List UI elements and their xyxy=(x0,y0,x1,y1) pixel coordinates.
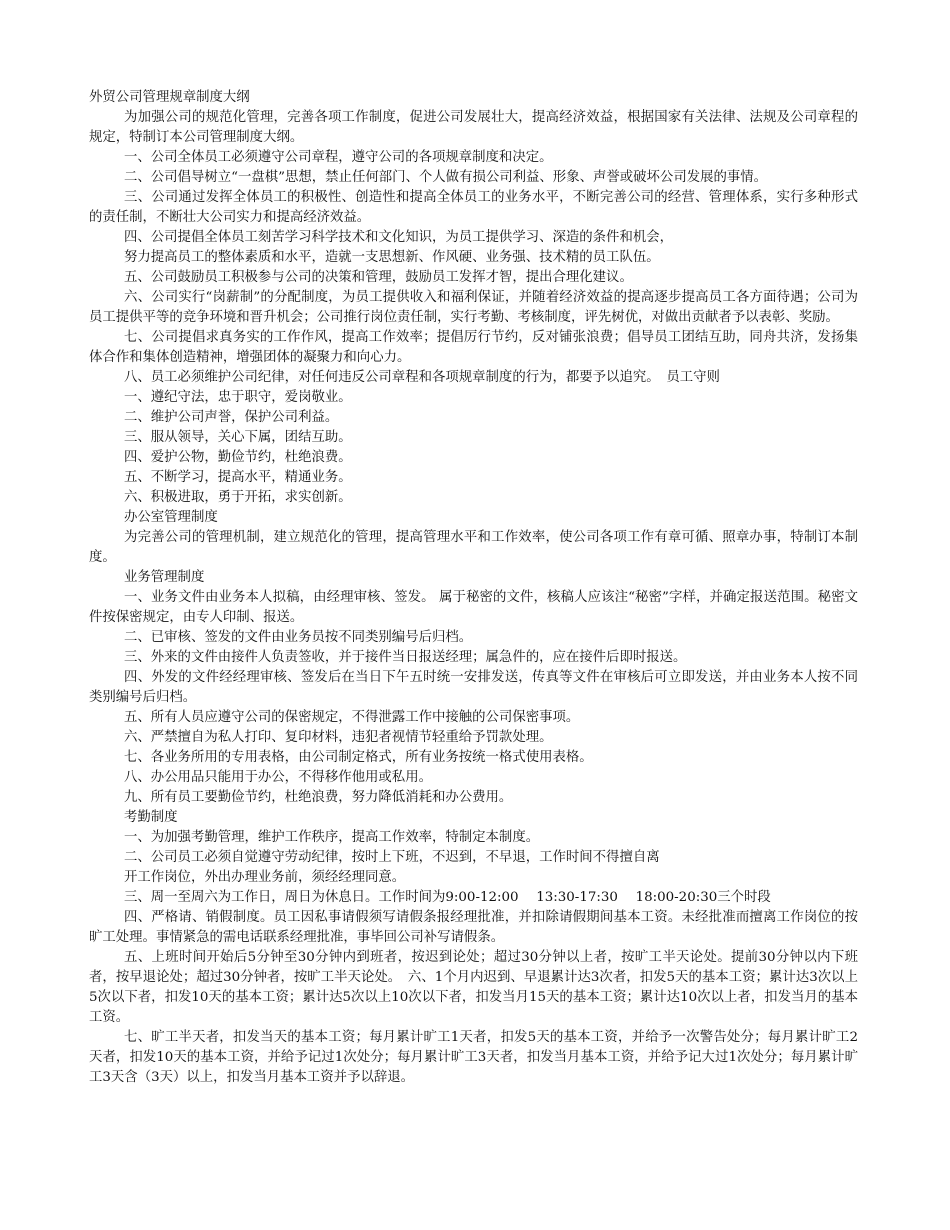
paragraph: 四、外发的文件经经理审核、签发后在当日下午五时统一安排发送，传真等文件在审核后可立即发送，并由业务本人按不同类别编号后归档。 xyxy=(89,670,858,705)
paragraph: 二、已审核、签发的文件由业务员按不同类别编号后归档。 xyxy=(124,630,473,645)
paragraph: 六、积极进取，勇于开拓，求实创新。 xyxy=(124,490,352,505)
paragraph: 三、服从领导，关心下属，团结互助。 xyxy=(124,430,352,445)
paragraph: 三、周一至周六为工作日，周日为休息日。工作时间为9:00-12:00 13:30-17:30 18:00-20:30三个时段 xyxy=(124,890,771,905)
paragraph: 七、公司提倡求真务实的工作作风，提高工作效率；提倡厉行节约，反对铺张浪费；倡导员工团结互助，同舟共济，发扬集体合作和集体创造精神，增强团体的凝聚力和向心力。 xyxy=(89,330,858,365)
paragraph: 六、严禁擅自为私人打印、复印材料，违犯者视情节轻重给予罚款处理。 xyxy=(124,730,553,745)
paragraph: 开工作岗位，外出办理业务前，须经经理同意。 xyxy=(124,870,406,885)
paragraph: 为完善公司的管理机制，建立规范化的管理，提高管理水平和工作效率，使公司各项工作有章可循、照章办事，特制订本制度。 xyxy=(89,530,858,565)
paragraph: 五、上班时间开始后5分钟至30分钟内到班者，按迟到论处；超过30分钟以上者，按旷工半天论处。提前30分钟以内下班者，按早退论处；超过30分钟者，按旷工半天论处。 六、1个月内迟到、早退累计达3次者，扣发5天的基本工资；累计达3次以上5次以下者，扣发10天的基本工资；累计达5次以上10次以下者，扣发当月15天的基本工资；累计达10次以上者，扣发当月的基本工资。 xyxy=(89,950,858,1025)
paragraph: 五、所有人员应遵守公司的保密规定，不得泄露工作中接触的公司保密事项。 xyxy=(124,710,580,725)
paragraph: 办公室管理制度 xyxy=(124,510,218,525)
document-body xyxy=(89,108,858,1088)
paragraph: 三、外来的文件由接件人负责签收，并于接件当日报送经理；属急件的，应在接件后即时报送。 xyxy=(124,650,687,665)
paragraph: 八、员工必须维护公司纪律，对任何违反公司章程和各项规章制度的行为，都要予以追究。 员工守则 xyxy=(124,370,720,385)
paragraph: 一、业务文件由业务本人拟稿，由经理审核、签发。 属于秘密的文件，核稿人应该注“秘密”字样，并确定报送范围。秘密文件按保密规定，由专人印制、报送。 xyxy=(89,590,858,625)
paragraph: 一、为加强考勤管理，维护工作秩序，提高工作效率，特制定本制度。 xyxy=(124,830,540,845)
paragraph: 为加强公司的规范化管理，完善各项工作制度，促进公司发展壮大，提高经济效益，根据国家有关法律、法规及公司章程的规定，特制订本公司管理制度大纲。 xyxy=(89,110,858,145)
paragraph: 一、遵纪守法，忠于职守，爱岗敬业。 xyxy=(124,390,352,405)
paragraph: 一、公司全体员工必须遵守公司章程，遵守公司的各项规章制度和决定。 xyxy=(124,150,553,165)
paragraph: 七、旷工半天者，扣发当天的基本工资；每月累计旷工1天者，扣发5天的基本工资，并给予一次警告处分；每月累计旷工2天者，扣发10天的基本工资，并给予记过1次处分；每月累计旷工3天者，扣发当月基本工资，并给予记大过1次处分；每月累计旷工3天含（3天）以上，扣发当月基本工资并予以辞退。 xyxy=(89,1030,858,1085)
paragraph: 四、爱护公物，勤俭节约，杜绝浪费。 xyxy=(124,450,352,465)
paragraph: 九、所有员工要勤俭节约，杜绝浪费，努力降低消耗和办公费用。 xyxy=(124,790,513,805)
paragraph: 七、各业务所用的专用表格，由公司制定格式，所有业务按统一格式使用表格。 xyxy=(124,750,593,765)
paragraph: 四、严格请、销假制度。员工因私事请假须写请假条报经理批准，并扣除请假期间基本工资。未经批准而擅离工作岗位的按旷工处理。事情紧急的需电话联系经理批准，事毕回公司补写请假条。 xyxy=(89,910,858,945)
paragraph: 二、公司倡导树立“一盘棋”思想，禁止任何部门、个人做有损公司利益、形象、声誉或破坏公司发展的事情。 xyxy=(124,170,768,185)
paragraph: 八、办公用品只能用于办公，不得移作他用或私用。 xyxy=(124,770,432,785)
document-title: 外贸公司管理规章制度大纲 xyxy=(89,90,250,105)
paragraph: 二、维护公司声誉，保护公司利益。 xyxy=(124,410,339,425)
paragraph: 二、公司员工必须自觉遵守劳动纪律，按时上下班，不迟到，不早退，工作时间不得擅自离 xyxy=(124,850,660,865)
paragraph: 三、公司通过发挥全体员工的积极性、创造性和提高全体员工的业务水平，不断完善公司的经营、管理体系，实行多种形式的责任制，不断壮大公司实力和提高经济效益。 xyxy=(89,190,858,225)
paragraph: 努力提高员工的整体素质和水平，造就一支思想新、作风硬、业务强、技术精的员工队伍。 xyxy=(124,250,660,265)
paragraph: 考勤制度 xyxy=(124,810,178,825)
paragraph: 五、不断学习，提高水平，精通业务。 xyxy=(124,470,352,485)
paragraph: 业务管理制度 xyxy=(124,570,205,585)
paragraph: 六、公司实行“岗薪制”的分配制度，为员工提供收入和福利保证，并随着经济效益的提高逐步提高员工各方面待遇；公司为员工提供平等的竞争环境和晋升机会；公司推行岗位责任制，实行考勤、考核制度，评先树优，对做出贡献者予以表彰、奖励。 xyxy=(89,290,858,325)
paragraph: 四、公司提倡全体员工刻苦学习科学技术和文化知识，为员工提供学习、深造的条件和机会， xyxy=(124,230,674,245)
paragraph: 五、公司鼓励员工积极参与公司的决策和管理，鼓励员工发挥才智，提出合理化建议。 xyxy=(124,270,633,285)
